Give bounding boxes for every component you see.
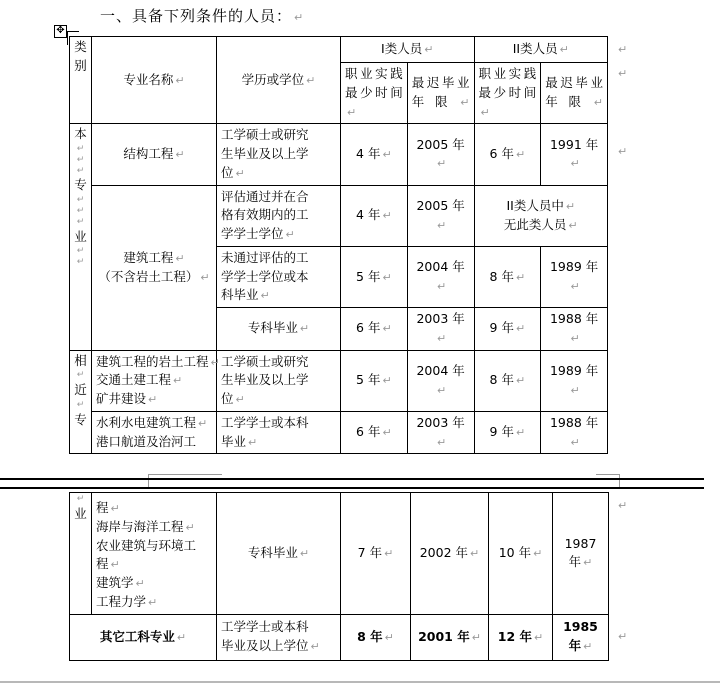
header-i-practice-years: 职业实践最少时间↵	[341, 63, 408, 124]
page-break-line-top	[0, 478, 704, 480]
margin-paragraph-mark: ↵	[618, 499, 628, 512]
paragraph-mark: ↵	[110, 502, 120, 515]
page-break-bracket-right	[596, 474, 620, 488]
category-xiang-jin-zhuan-ye-cont: ↵ 业	[70, 493, 92, 615]
paragraph-mark: ↵	[382, 209, 392, 223]
cell-ii-years: 10 年 ↵	[489, 493, 553, 615]
paragraph-mark: ↵	[76, 246, 85, 257]
cell-ii-grad: 1989 年↵	[541, 350, 608, 411]
cell-i-grad: 2004 年↵	[407, 246, 474, 307]
cell-i-years: 5 年 ↵	[341, 246, 408, 307]
paragraph-mark: ↵	[570, 331, 580, 345]
cell-degree: 未通过评估的工 学学士学位或本 科毕业 ↵	[217, 246, 341, 307]
paragraph-mark: ↵	[148, 393, 158, 406]
cell-i-grad: 2001 年 ↵	[411, 614, 489, 660]
cell-major: 建筑工程的岩土工程 ↵ 交通土建工程 ↵ 矿井建设 ↵	[92, 350, 217, 411]
table-row	[70, 185, 608, 246]
paragraph-mark: ↵	[480, 105, 490, 119]
table-row	[70, 124, 608, 185]
paragraph-mark: ↵	[200, 270, 210, 284]
cell-i-grad: 2002 年 ↵	[411, 493, 489, 615]
cell-major: 程 ↵ 海岸与海洋工程 ↵ 农业建筑与环境工 程 ↵ 建筑学 ↵ 工程力学 ↵	[92, 493, 217, 615]
requirements-table-continued	[69, 492, 609, 661]
paragraph-mark: ↵	[382, 270, 392, 284]
header-major-name: 专业名称 ↵	[92, 37, 217, 124]
cell-ii-grad: 1989 年↵	[541, 246, 608, 307]
cell-i-grad: 2003 年↵	[407, 411, 474, 454]
paragraph-mark: ↵	[299, 546, 310, 560]
cell-ii-grad: 1988 年↵	[541, 411, 608, 454]
cell-ii-grad: 1991 年↵	[541, 124, 608, 185]
paragraph-mark: ↵	[175, 73, 185, 87]
paragraph-mark: ↵	[76, 205, 85, 216]
paragraph-mark: ↵	[294, 11, 305, 24]
cell-i-years: 8 年 ↵	[341, 614, 411, 660]
table-handle-arm	[67, 31, 79, 32]
header-category: 类别	[70, 37, 92, 124]
cell-degree: 工学学士或本科 毕业 ↵	[217, 411, 341, 454]
paragraph-mark: ↵	[173, 374, 183, 388]
paragraph-mark: ↵	[570, 383, 580, 397]
paragraph-mark: ↵	[470, 546, 480, 560]
requirements-table	[69, 36, 608, 454]
paragraph-mark: ↵	[176, 630, 187, 644]
paragraph-mark: ↵	[175, 148, 185, 161]
header-group-ii: II类人员 ↵	[474, 37, 608, 63]
paragraph-mark: ↵	[515, 148, 526, 161]
page-bottom-rule	[0, 681, 720, 683]
paragraph-mark: ↵	[559, 43, 569, 57]
header-degree: 学历或学位 ↵	[217, 37, 341, 124]
paragraph-mark: ↵	[534, 630, 544, 644]
paragraph-mark: ↵	[382, 426, 392, 440]
cell-major: 其它工科专业 ↵	[70, 614, 217, 660]
paragraph-mark: ↵	[384, 630, 394, 644]
paragraph-mark: ↵	[437, 435, 447, 449]
cell-major: 建筑工程 ↵ （不含岩土工程） ↵	[92, 185, 217, 350]
paragraph-mark: ↵	[260, 289, 270, 303]
paragraph-mark: ↵	[515, 426, 526, 440]
table-row	[70, 411, 608, 454]
cell-ii-years: 12 年 ↵	[489, 614, 553, 660]
cell-i-grad: 2003 年↵	[407, 308, 474, 351]
cell-ii-grad: 1987 年 ↵	[553, 493, 609, 615]
paragraph-mark: ↵	[135, 577, 145, 590]
cell-major: 水利水电建筑工程 ↵ 港口航道及治河工	[92, 411, 217, 454]
cell-degree: 评估通过并在合 格有效期内的工 学学士学位 ↵	[217, 185, 341, 246]
paragraph-mark: ↵	[382, 148, 392, 161]
cell-ii-years: 6 年 ↵	[474, 124, 541, 185]
cell-degree: 专科毕业 ↵	[217, 308, 341, 351]
paragraph-mark: ↵	[515, 270, 526, 284]
category-xiang-jin-zhuan-ye: 相 ↵ 近 ↵ 专	[70, 350, 92, 454]
paragraph-mark: ↵	[460, 96, 470, 110]
paragraph-mark: ↵	[76, 216, 85, 227]
header-ii-practice-years: 职业实践最少时间↵	[474, 63, 541, 124]
paragraph-mark: ↵	[235, 393, 245, 406]
paragraph-mark: ↵	[515, 374, 526, 388]
paragraph-mark: ↵	[437, 383, 447, 397]
cell-i-years: 7 年 ↵	[341, 493, 411, 615]
cell-ii-years: 8 年 ↵	[474, 350, 541, 411]
paragraph-mark: ↵	[76, 195, 85, 206]
paragraph-mark: ↵	[570, 435, 580, 449]
cell-ii-grad: 1988 年↵	[541, 308, 608, 351]
paragraph-mark: ↵	[382, 322, 392, 336]
paragraph-mark: ↵	[583, 640, 593, 653]
paragraph-mark: ↵	[76, 399, 85, 410]
paragraph-mark: ↵	[424, 43, 434, 57]
table-move-handle-icon[interactable]: ✥	[54, 25, 67, 38]
paragraph-mark: ↵	[437, 331, 447, 345]
paragraph-mark: ↵	[533, 546, 543, 560]
paragraph-mark: ↵	[593, 96, 603, 110]
paragraph-mark: ↵	[175, 251, 185, 265]
paragraph-mark: ↵	[437, 218, 447, 232]
paragraph-mark: ↵	[347, 105, 357, 119]
paragraph-mark: ↵	[185, 520, 195, 534]
table-row	[70, 614, 609, 660]
cell-i-years: 5 年 ↵	[341, 350, 408, 411]
margin-paragraph-mark: ↵	[618, 145, 628, 158]
cell-ii-years: 9 年 ↵	[474, 308, 541, 351]
page-title-text: 一、具备下列条件的人员：	[100, 7, 293, 25]
cell-ii-years: 9 年 ↵	[474, 411, 541, 454]
paragraph-mark: ↵	[384, 546, 394, 560]
cell-ii-merged-note: II类人员中 ↵ 无此类人员 ↵	[474, 185, 608, 246]
cell-ii-years: 8 年 ↵	[474, 246, 541, 307]
cell-degree: 工学学士或本科 毕业及以上学位 ↵	[217, 614, 341, 660]
margin-paragraph-mark: ↵	[618, 43, 628, 56]
page-title	[100, 5, 304, 26]
header-group-i: I类人员 ↵	[341, 37, 475, 63]
table-header-row-1	[70, 37, 608, 63]
paragraph-mark: ↵	[76, 165, 85, 176]
paragraph-mark: ↵	[285, 228, 295, 241]
cell-i-grad: 2005 年↵	[407, 185, 474, 246]
paragraph-mark: ↵	[437, 279, 447, 293]
header-i-latest-grad: 最迟毕业年限 ↵	[407, 63, 474, 124]
category-ben-zhuan-ye: 本 ↵ ↵ ↵ 专 ↵ ↵ ↵ 业 ↵ ↵	[70, 124, 92, 350]
paragraph-mark: ↵	[471, 630, 481, 644]
cell-i-grad: 2004 年↵	[407, 350, 474, 411]
paragraph-mark: ↵	[76, 154, 85, 165]
table-handle-stem	[67, 31, 68, 45]
paragraph-mark: ↵	[76, 144, 85, 154]
paragraph-mark: ↵	[235, 166, 245, 180]
paragraph-mark: ↵	[148, 595, 158, 609]
page-break-bracket-left	[148, 474, 222, 488]
paragraph-mark: ↵	[76, 257, 85, 268]
paragraph-mark: ↵	[570, 279, 580, 293]
header-ii-latest-grad: 最迟毕业年限 ↵	[541, 63, 608, 124]
paragraph-mark: ↵	[210, 355, 220, 369]
table-row	[70, 350, 608, 411]
cell-i-years: 6 年 ↵	[341, 411, 408, 454]
margin-paragraph-mark: ↵	[618, 67, 628, 80]
page-break-line-bottom	[0, 487, 704, 489]
paragraph-mark: ↵	[198, 416, 208, 430]
cell-degree: 工学硕士或研究 生毕业及以上学 位 ↵	[217, 124, 341, 185]
table-row	[70, 493, 609, 615]
paragraph-mark: ↵	[382, 374, 392, 388]
cell-ii-grad: 1985 年 ↵	[553, 614, 609, 660]
margin-paragraph-mark: ↵	[618, 630, 628, 643]
cell-i-years: 6 年 ↵	[341, 308, 408, 351]
paragraph-mark: ↵	[76, 494, 85, 504]
cell-i-grad: 2005 年↵	[407, 124, 474, 185]
paragraph-mark: ↵	[565, 199, 576, 213]
paragraph-mark: ↵	[437, 157, 447, 171]
paragraph-mark: ↵	[515, 322, 526, 336]
cell-degree: 专科毕业 ↵	[217, 493, 341, 615]
paragraph-mark: ↵	[570, 157, 580, 171]
cell-major: 结构工程 ↵	[92, 124, 217, 185]
cell-degree: 工学硕士或研究 生毕业及以上学 位 ↵	[217, 350, 341, 411]
paragraph-mark: ↵	[306, 73, 316, 87]
paragraph-mark: ↵	[110, 558, 120, 572]
paragraph-mark: ↵	[583, 556, 593, 570]
cell-i-years: 4 年 ↵	[341, 185, 408, 246]
paragraph-mark: ↵	[299, 322, 310, 336]
cell-i-years: 4 年 ↵	[341, 124, 408, 185]
paragraph-mark: ↵	[568, 218, 578, 232]
paragraph-mark: ↵	[248, 435, 258, 449]
paragraph-mark: ↵	[76, 370, 85, 381]
paragraph-mark: ↵	[310, 640, 320, 653]
